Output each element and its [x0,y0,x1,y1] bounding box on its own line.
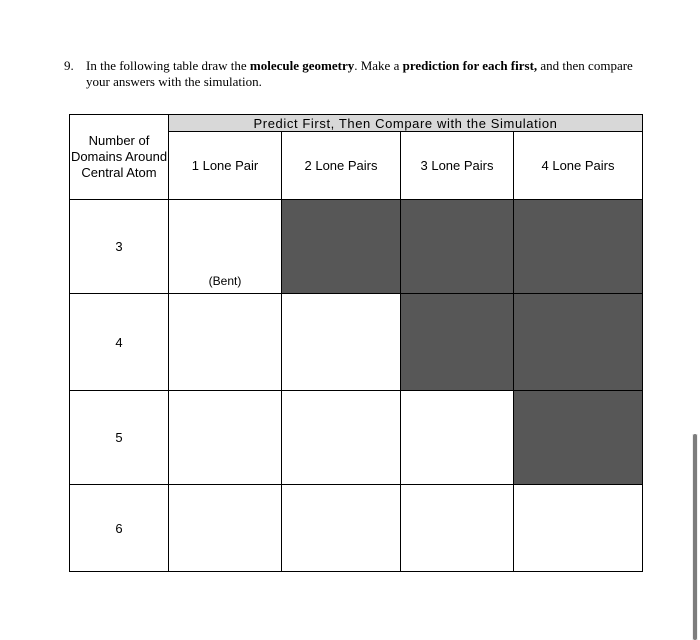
vertical-scrollbar[interactable] [692,434,698,640]
shaded-cell [514,391,643,485]
column-header-4-lone-pairs: 4 Lone Pairs [514,132,643,200]
banner-header: Predict First, Then Compare with the Simulation [169,115,643,132]
question-text-part: and then compare your answers with the simulation. [86,58,633,89]
answer-cell-5-2[interactable] [282,391,401,485]
question-text-part: . Make a [354,58,403,73]
scrollbar-thumb[interactable] [693,434,697,640]
row-label-4: 4 [70,294,169,391]
answer-cell-5-1[interactable] [169,391,282,485]
shaded-cell [401,294,514,391]
question-number: 9. [64,58,74,73]
answer-cell-3-1[interactable] [169,200,282,294]
answer-cell-6-4[interactable] [514,485,643,572]
row-label-3: 3 [70,200,169,294]
question-bold-geometry: molecule geometry [249,58,355,73]
row-label-6: 6 [70,485,169,572]
geometry-table [69,114,643,572]
question-text [86,58,646,90]
column-header-2-lone-pairs: 2 Lone Pairs [282,132,401,200]
question-bold-prediction: prediction for each first, [402,58,538,73]
row-label-5: 5 [70,391,169,485]
shaded-cell [514,200,643,294]
answer-cell-4-1[interactable] [169,294,282,391]
answer-cell-4-2[interactable] [282,294,401,391]
shaded-cell [514,294,643,391]
answer-cell-6-2[interactable] [282,485,401,572]
answer-cell-6-1[interactable] [169,485,282,572]
domains-header: Number of Domains Around Central Atom [70,115,169,200]
column-header-3-lone-pairs: 3 Lone Pairs [401,132,514,200]
shaded-cell [401,200,514,294]
answer-cell-6-3[interactable] [401,485,514,572]
shaded-cell [282,200,401,294]
answer-cell-5-3[interactable] [401,391,514,485]
question-text-part: In the following table draw the [86,58,250,73]
column-header-1-lone-pair: 1 Lone Pair [169,132,282,200]
cell-note-bent: (Bent) [208,274,242,288]
